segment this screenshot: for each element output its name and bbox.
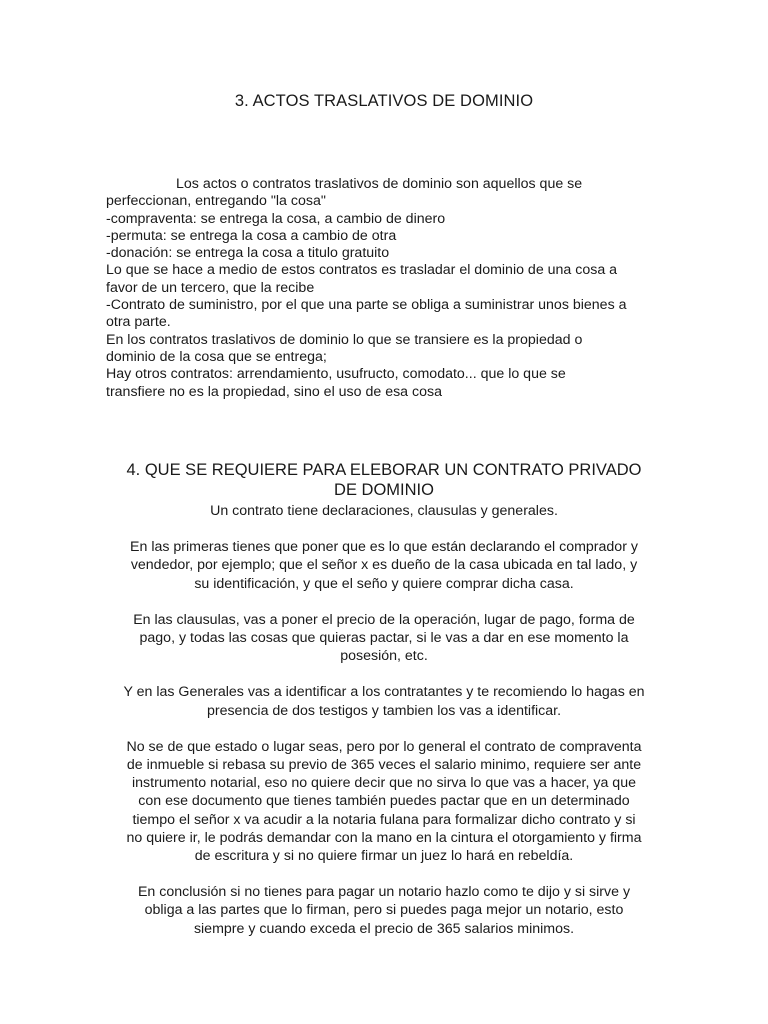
text-line: -donación: se entrega la cosa a titulo gratuito (106, 245, 390, 262)
text-line: con ese documento que tienes también puedes pactar que en un determinado (138, 793, 630, 810)
text-line: pago, y todas las cosas que quieras pactar, si le vas a dar en ese momento la (139, 630, 629, 647)
paragraph-declaraciones (60, 538, 708, 593)
paragraph-clausulas (60, 611, 708, 666)
text-line: perfeccionan, entregando "la cosa" (106, 193, 326, 210)
paragraph-conclusion (60, 883, 708, 938)
text-line: En conclusión si no tienes para pagar un notario hazlo como te dijo y si sirve y (137, 884, 631, 901)
paragraph-generales (60, 683, 708, 719)
text-line: presencia de dos testigos y tambien los vas a identificar. (206, 702, 562, 719)
text-line: vendedor, por ejemplo; que el señor x es dueño de la casa ubicada en tal lado, y (130, 557, 638, 574)
text-line: de inmueble si rebasa su previo de 365 veces el salario minimo, requiere ser ante (126, 757, 642, 774)
section-4-heading-line-1: 4. QUE SE REQUIERE PARA ELEBORAR UN CONTRATO PRIVADO (126, 461, 642, 479)
text-line: No se de que estado o lugar seas, pero por lo general el contrato de compraventa (126, 738, 642, 755)
text-line: de escritura y si no quiere firmar un juez lo hará en rebeldía. (194, 848, 574, 865)
section-4-body (60, 502, 708, 938)
section-4-heading-line-2: DE DOMINIO (334, 481, 434, 499)
text-line: obliga a las partes que lo firman, pero si puedes paga mejor un notario, esto (144, 902, 624, 919)
text-line: transfiere no es la propiedad, sino el uso de esa cosa (106, 383, 442, 400)
section-4-heading (0, 460, 768, 500)
text-line: -permuta: se entrega la cosa a cambio de otra (106, 227, 397, 244)
text-line: -compraventa: se entrega la cosa, a cambio de dinero (106, 210, 446, 227)
text-line: tiempo el señor x va acudir a la notaria fulana para formalizar dicho contrato y si (132, 811, 636, 828)
text-line: Los actos o contratos traslativos de dominio son aquellos que se (176, 176, 583, 192)
section-3-body (106, 176, 676, 401)
paragraph-notarial (60, 738, 708, 865)
text-line: En las primeras tienes que poner que es lo que están declarando el comprador y (130, 539, 638, 556)
text-line: Un contrato tiene declaraciones, clausulas y generales. (210, 503, 558, 519)
text-line: dominio de la cosa que se entrega; (106, 348, 327, 365)
text-line: no quiere ir, le podrás demandar con la mano en la cintura el otorgamiento y firma (126, 829, 642, 846)
text-line: Y en las Generales vas a identificar a los contratantes y te recomiendo lo hagas en (123, 684, 645, 701)
text-line: instrumento notarial, eso no quiere decir que no sirva lo que vas a hacer, ya que (132, 775, 636, 792)
text-line: -Contrato de suministro, por el que una parte se obliga a suministrar unos bienes a (106, 297, 627, 314)
text-line: favor de un tercero, que la recibe (106, 279, 315, 296)
section-3-heading: 3. ACTOS TRASLATIVOS DE DOMINIO (234, 92, 534, 110)
text-line: siempre y cuando exceda el precio de 365 salarios minimos. (193, 920, 575, 937)
text-line: su identificación, y que el seño y quiere comprar dicha casa. (194, 575, 574, 592)
text-line: En las clausulas, vas a poner el precio de la operación, lugar de pago, forma de (133, 611, 635, 628)
text-line: posesión, etc. (340, 648, 428, 665)
text-line: Hay otros contratos: arrendamiento, usufructo, comodato... que lo que se (106, 366, 566, 383)
intro-paragraph (60, 502, 708, 520)
text-line: En los contratos traslativos de dominio lo que se transiere es la propiedad o (106, 331, 583, 348)
text-line: otra parte. (106, 314, 171, 331)
text-line: Lo que se hace a medio de estos contratos es trasladar el dominio de una cosa a (106, 262, 618, 279)
